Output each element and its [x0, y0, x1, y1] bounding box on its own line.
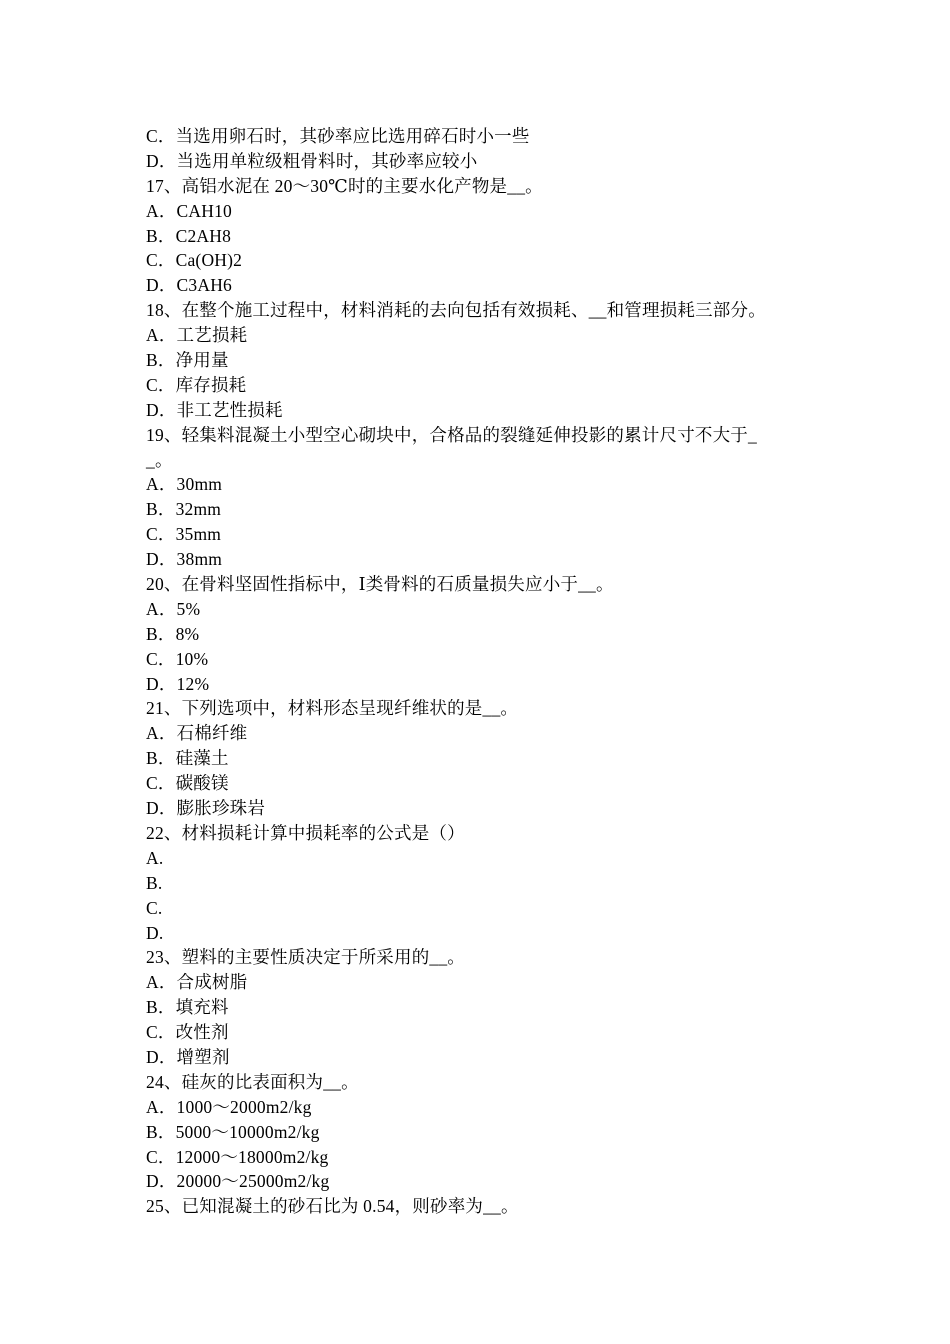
option-line: B．32mm — [146, 499, 222, 520]
question-line: 21、下列选项中，材料形态呈现纤维状的是__。 — [146, 698, 519, 719]
question-line: 17、高铝水泥在 20～30℃时的主要水化产物是__。 — [146, 175, 543, 196]
option-line: D．当选用单粒级粗骨料时，其砂率应较小 — [146, 150, 478, 171]
question-line: 25、已知混凝土的砂石比为 0.54，则砂率为__。 — [146, 1196, 519, 1217]
option-line: D．12% — [146, 673, 210, 694]
option-line: A．5% — [146, 598, 201, 619]
option-line: B．C2AH8 — [146, 225, 232, 246]
option-line: B．8% — [146, 623, 200, 644]
option-line: B. — [146, 872, 163, 893]
option-line: C．库存损耗 — [146, 374, 247, 395]
option-line: D．C3AH6 — [146, 275, 232, 296]
option-line: C．12000～18000m2/kg — [146, 1146, 329, 1167]
option-line: A．合成树脂 — [146, 972, 248, 993]
option-line: B．5000～10000m2/kg — [146, 1121, 320, 1142]
option-line: D．38mm — [146, 549, 223, 570]
question-line: 20、在骨料坚固性指标中，Ⅰ类骨料的石质量损失应小于__。 — [146, 574, 614, 595]
option-line: C．改性剂 — [146, 1022, 229, 1043]
option-line: B．硅藻土 — [146, 748, 229, 769]
question-line: 22、材料损耗计算中损耗率的公式是（） — [146, 822, 465, 843]
question-line: 18、在整个施工过程中，材料消耗的去向包括有效损耗、__和管理损耗三部分。 — [146, 300, 766, 321]
option-line: B．净用量 — [146, 350, 229, 371]
option-line: C．10% — [146, 648, 209, 669]
option-line: C. — [146, 897, 163, 918]
option-line: D．膨胀珍珠岩 — [146, 798, 266, 819]
question-line: 24、硅灰的比表面积为__。 — [146, 1071, 359, 1092]
option-line: A．1000～2000m2/kg — [146, 1096, 312, 1117]
option-line: D．增塑剂 — [146, 1046, 230, 1067]
question-line: 19、轻集料混凝土小型空心砌块中，合格品的裂缝延伸投影的累计尺寸不大于_ — [146, 424, 757, 445]
question-line: 23、塑料的主要性质决定于所采用的__。 — [146, 947, 465, 968]
option-line: A．30mm — [146, 474, 223, 495]
option-line: D．非工艺性损耗 — [146, 399, 283, 420]
option-line: C．碳酸镁 — [146, 773, 229, 794]
option-line: D. — [146, 922, 164, 943]
option-line: C．当选用卵石时，其砂率应比选用碎石时小一些 — [146, 126, 530, 146]
option-line: A．CAH10 — [146, 200, 232, 221]
option-line: D．20000～25000m2/kg — [146, 1171, 330, 1192]
option-line: B．填充料 — [146, 997, 229, 1018]
document-body — [146, 124, 826, 1219]
option-line: C．35mm — [146, 524, 222, 545]
option-line: A．工艺损耗 — [146, 325, 248, 346]
question-line-continued: _。 — [146, 449, 173, 470]
option-line: A. — [146, 847, 164, 868]
option-line: A．石棉纤维 — [146, 723, 248, 744]
option-line: C．Ca(OH)2 — [146, 250, 243, 271]
